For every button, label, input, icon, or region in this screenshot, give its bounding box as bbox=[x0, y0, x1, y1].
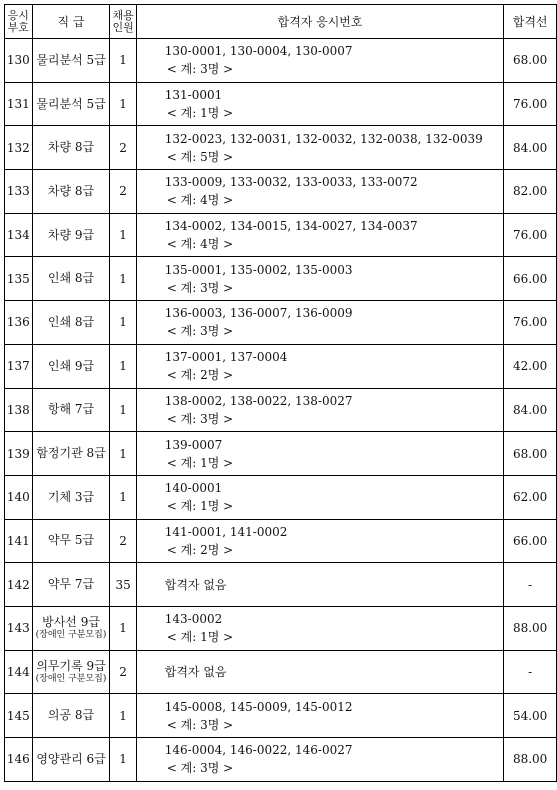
passer-numbers: 134-0002, 134-0015, 134-0027, 134-0037 bbox=[164, 219, 418, 234]
cutoff-cell bbox=[504, 126, 557, 170]
cutoff-score: 82.00 bbox=[512, 184, 548, 199]
cutoff-cell bbox=[504, 170, 557, 214]
job-grade: 항해 7급 bbox=[47, 402, 95, 417]
hiring-count: 2 bbox=[119, 664, 127, 679]
hiring-count-cell bbox=[110, 475, 136, 519]
no-passers-text: 합격자 없음 bbox=[164, 665, 227, 680]
hiring-count-cell bbox=[110, 213, 136, 257]
cutoff-score: 42.00 bbox=[512, 359, 548, 374]
cutoff-cell bbox=[504, 344, 557, 388]
table-row bbox=[5, 606, 557, 650]
job-grade-cell bbox=[32, 213, 110, 257]
header-hiring-count: 채용 인원 bbox=[110, 5, 136, 39]
job-grade-note: (장애인 구분모집) bbox=[35, 630, 107, 641]
job-grade-cell bbox=[32, 694, 110, 738]
passer-numbers-cell bbox=[136, 475, 504, 519]
passer-total: < 계: 5명 > bbox=[166, 149, 234, 164]
exam-code-cell bbox=[5, 301, 33, 345]
exam-code-cell bbox=[5, 257, 33, 301]
passer-numbers-cell bbox=[136, 432, 504, 476]
passer-total: < 계: 3명 > bbox=[166, 62, 234, 77]
exam-code: 144 bbox=[6, 664, 30, 679]
job-grade-cell bbox=[32, 606, 110, 650]
table-row bbox=[5, 738, 557, 782]
hiring-count: 1 bbox=[119, 446, 127, 461]
job-grade: 영양관리 6급 bbox=[36, 751, 106, 766]
exam-code-cell bbox=[5, 126, 33, 170]
hiring-count-cell bbox=[110, 563, 136, 607]
cutoff-score: 66.00 bbox=[512, 271, 548, 286]
passer-total: < 계: 1명 > bbox=[166, 630, 234, 645]
passer-total: < 계: 3명 > bbox=[166, 324, 234, 339]
exam-code: 133 bbox=[6, 184, 30, 199]
job-grade: 차량 8급 bbox=[47, 140, 95, 155]
table-row bbox=[5, 344, 557, 388]
hiring-count: 1 bbox=[119, 490, 127, 505]
exam-code-cell bbox=[5, 606, 33, 650]
hiring-count-cell bbox=[110, 170, 136, 214]
hiring-count: 1 bbox=[119, 97, 127, 112]
cutoff-cell bbox=[504, 388, 557, 432]
passer-numbers: 141-0001, 141-0002 bbox=[164, 524, 288, 539]
passer-numbers: 145-0008, 145-0009, 145-0012 bbox=[164, 699, 353, 714]
job-grade: 물리분석 5급 bbox=[36, 96, 106, 111]
cutoff-score: 62.00 bbox=[512, 490, 548, 505]
passer-total: < 계: 1명 > bbox=[166, 455, 234, 470]
exam-code-cell bbox=[5, 650, 33, 694]
exam-code: 135 bbox=[6, 271, 30, 286]
passer-numbers: 138-0002, 138-0022, 138-0027 bbox=[164, 393, 353, 408]
hiring-count-cell bbox=[110, 519, 136, 563]
header-row bbox=[5, 5, 557, 39]
hiring-count: 1 bbox=[119, 708, 127, 723]
passer-numbers-cell bbox=[136, 606, 504, 650]
exam-code: 136 bbox=[6, 315, 30, 330]
passer-numbers-cell bbox=[136, 301, 504, 345]
job-grade: 인쇄 9급 bbox=[47, 358, 95, 373]
hiring-count-cell bbox=[110, 606, 136, 650]
cutoff-cell bbox=[504, 39, 557, 83]
table-row bbox=[5, 170, 557, 214]
exam-code: 146 bbox=[6, 752, 30, 767]
cutoff-cell bbox=[504, 301, 557, 345]
passer-numbers: 146-0004, 146-0022, 146-0027 bbox=[164, 743, 353, 758]
exam-code: 137 bbox=[6, 359, 30, 374]
passer-numbers: 139-0007 bbox=[164, 437, 223, 452]
passer-numbers-cell bbox=[136, 213, 504, 257]
job-grade-cell bbox=[32, 344, 110, 388]
cutoff-cell bbox=[504, 257, 557, 301]
passer-numbers-cell bbox=[136, 39, 504, 83]
passer-numbers-cell bbox=[136, 257, 504, 301]
job-grade-cell bbox=[32, 39, 110, 83]
exam-code-cell bbox=[5, 82, 33, 126]
hiring-count: 1 bbox=[119, 402, 127, 417]
job-grade-cell bbox=[32, 170, 110, 214]
job-grade-note: (장애인 구분모집) bbox=[35, 673, 107, 684]
job-grade-cell bbox=[32, 301, 110, 345]
results-table bbox=[4, 4, 557, 782]
exam-code: 143 bbox=[6, 621, 30, 636]
job-grade: 의무기록 9급 bbox=[36, 658, 106, 673]
exam-code-cell bbox=[5, 694, 33, 738]
table-row bbox=[5, 39, 557, 83]
hiring-count-cell bbox=[110, 39, 136, 83]
cutoff-cell bbox=[504, 475, 557, 519]
exam-code-cell bbox=[5, 738, 33, 782]
table-row bbox=[5, 650, 557, 694]
passer-total: < 계: 4명 > bbox=[166, 237, 234, 252]
exam-code: 142 bbox=[6, 577, 30, 592]
cutoff-cell bbox=[504, 432, 557, 476]
hiring-count-cell bbox=[110, 738, 136, 782]
cutoff-cell bbox=[504, 650, 557, 694]
job-grade-cell bbox=[32, 257, 110, 301]
passer-total: < 계: 3명 > bbox=[166, 717, 234, 732]
exam-code: 130 bbox=[6, 53, 30, 68]
table-row bbox=[5, 126, 557, 170]
exam-code-cell bbox=[5, 519, 33, 563]
passer-numbers: 136-0003, 136-0007, 136-0009 bbox=[164, 306, 353, 321]
table-row bbox=[5, 257, 557, 301]
hiring-count: 1 bbox=[119, 228, 127, 243]
hiring-count-cell bbox=[110, 388, 136, 432]
hiring-count-cell bbox=[110, 694, 136, 738]
job-grade-cell bbox=[32, 82, 110, 126]
job-grade-cell bbox=[32, 432, 110, 476]
passer-total: < 계: 2명 > bbox=[166, 542, 234, 557]
job-grade: 차량 8급 bbox=[47, 183, 95, 198]
passer-numbers-cell bbox=[136, 650, 504, 694]
cutoff-score: 88.00 bbox=[512, 752, 548, 767]
exam-code: 139 bbox=[6, 446, 30, 461]
header-job-grade: 직 급 bbox=[32, 5, 110, 39]
job-grade: 약무 7급 bbox=[47, 577, 95, 592]
exam-code-cell bbox=[5, 388, 33, 432]
passer-numbers-cell bbox=[136, 563, 504, 607]
header-exam-code: 응시 부호 bbox=[5, 5, 33, 39]
exam-code: 141 bbox=[6, 533, 30, 548]
job-grade-cell bbox=[32, 475, 110, 519]
exam-code: 138 bbox=[6, 402, 30, 417]
header-cutoff: 합격선 bbox=[504, 5, 557, 39]
no-passers-text: 합격자 없음 bbox=[164, 578, 227, 593]
cutoff-cell bbox=[504, 82, 557, 126]
passer-total: < 계: 1명 > bbox=[166, 106, 234, 121]
exam-code-cell bbox=[5, 39, 33, 83]
passer-total: < 계: 3명 > bbox=[166, 761, 234, 776]
job-grade: 의공 8급 bbox=[47, 708, 95, 723]
job-grade: 인쇄 8급 bbox=[47, 271, 95, 286]
job-grade-cell bbox=[32, 650, 110, 694]
hiring-count: 1 bbox=[119, 359, 127, 374]
cutoff-score: 76.00 bbox=[512, 97, 548, 112]
cutoff-cell bbox=[504, 213, 557, 257]
table-row bbox=[5, 519, 557, 563]
hiring-count: 1 bbox=[119, 752, 127, 767]
table-row bbox=[5, 213, 557, 257]
passer-numbers-cell bbox=[136, 388, 504, 432]
passer-total: < 계: 3명 > bbox=[166, 280, 234, 295]
header-passer-numbers: 합격자 응시번호 bbox=[136, 5, 504, 39]
hiring-count: 2 bbox=[119, 533, 127, 548]
job-grade-cell bbox=[32, 126, 110, 170]
cutoff-cell bbox=[504, 563, 557, 607]
hiring-count-cell bbox=[110, 257, 136, 301]
hiring-count-cell bbox=[110, 301, 136, 345]
passer-numbers: 135-0001, 135-0002, 135-0003 bbox=[164, 262, 353, 277]
table-row bbox=[5, 475, 557, 519]
job-grade: 방사선 9급 bbox=[42, 615, 100, 630]
exam-code: 145 bbox=[6, 708, 30, 723]
hiring-count-cell bbox=[110, 82, 136, 126]
passer-total: < 계: 2명 > bbox=[166, 368, 234, 383]
passer-total: < 계: 1명 > bbox=[166, 499, 234, 514]
cutoff-score: - bbox=[528, 577, 533, 592]
job-grade-cell bbox=[32, 388, 110, 432]
passer-total: < 계: 4명 > bbox=[166, 193, 234, 208]
passer-numbers-cell bbox=[136, 126, 504, 170]
cutoff-score: 84.00 bbox=[512, 402, 548, 417]
passer-numbers: 133-0009, 133-0032, 133-0033, 133-0072 bbox=[164, 175, 418, 190]
passer-numbers: 140-0001 bbox=[164, 481, 223, 496]
exam-code-cell bbox=[5, 475, 33, 519]
table-row bbox=[5, 563, 557, 607]
cutoff-score: 54.00 bbox=[512, 708, 548, 723]
hiring-count-cell bbox=[110, 344, 136, 388]
cutoff-score: 84.00 bbox=[512, 140, 548, 155]
hiring-count: 2 bbox=[119, 140, 127, 155]
hiring-count: 35 bbox=[115, 577, 131, 592]
exam-code: 140 bbox=[6, 490, 30, 505]
hiring-count: 1 bbox=[119, 315, 127, 330]
hiring-count: 2 bbox=[119, 184, 127, 199]
table-row bbox=[5, 388, 557, 432]
passer-numbers: 132-0023, 132-0031, 132-0032, 132-0038, 132-0039 bbox=[164, 131, 483, 146]
exam-code: 134 bbox=[6, 228, 30, 243]
cutoff-cell bbox=[504, 694, 557, 738]
cutoff-score: 66.00 bbox=[512, 533, 548, 548]
exam-code-cell bbox=[5, 170, 33, 214]
exam-code-cell bbox=[5, 344, 33, 388]
hiring-count: 1 bbox=[119, 53, 127, 68]
exam-code-cell bbox=[5, 213, 33, 257]
exam-code: 131 bbox=[6, 97, 30, 112]
passer-numbers-cell bbox=[136, 170, 504, 214]
exam-code-cell bbox=[5, 432, 33, 476]
table-row bbox=[5, 432, 557, 476]
table-row bbox=[5, 301, 557, 345]
exam-code: 132 bbox=[6, 140, 30, 155]
passer-numbers-cell bbox=[136, 738, 504, 782]
passer-total: < 계: 3명 > bbox=[166, 411, 234, 426]
table-row bbox=[5, 694, 557, 738]
job-grade-cell bbox=[32, 519, 110, 563]
hiring-count-cell bbox=[110, 126, 136, 170]
passer-numbers: 131-0001 bbox=[164, 88, 223, 103]
cutoff-cell bbox=[504, 519, 557, 563]
job-grade: 약무 5급 bbox=[47, 533, 95, 548]
hiring-count: 1 bbox=[119, 271, 127, 286]
passer-numbers-cell bbox=[136, 344, 504, 388]
cutoff-score: 68.00 bbox=[512, 53, 548, 68]
job-grade: 함정기관 8급 bbox=[36, 446, 106, 461]
job-grade: 인쇄 8급 bbox=[47, 314, 95, 329]
hiring-count-cell bbox=[110, 432, 136, 476]
passer-numbers: 137-0001, 137-0004 bbox=[164, 350, 288, 365]
passer-numbers-cell bbox=[136, 82, 504, 126]
job-grade-cell bbox=[32, 738, 110, 782]
table-row bbox=[5, 82, 557, 126]
passer-numbers-cell bbox=[136, 519, 504, 563]
cutoff-score: - bbox=[528, 664, 533, 679]
cutoff-cell bbox=[504, 738, 557, 782]
cutoff-score: 68.00 bbox=[512, 446, 548, 461]
job-grade-cell bbox=[32, 563, 110, 607]
cutoff-cell bbox=[504, 606, 557, 650]
job-grade: 물리분석 5급 bbox=[36, 52, 106, 67]
cutoff-score: 88.00 bbox=[512, 621, 548, 636]
exam-code-cell bbox=[5, 563, 33, 607]
passer-numbers: 143-0002 bbox=[164, 612, 223, 627]
passer-numbers: 130-0001, 130-0004, 130-0007 bbox=[164, 44, 353, 59]
job-grade: 차량 9급 bbox=[47, 227, 95, 242]
hiring-count: 1 bbox=[119, 621, 127, 636]
cutoff-score: 76.00 bbox=[512, 228, 548, 243]
hiring-count-cell bbox=[110, 650, 136, 694]
passer-numbers-cell bbox=[136, 694, 504, 738]
cutoff-score: 76.00 bbox=[512, 315, 548, 330]
job-grade: 기체 3급 bbox=[47, 489, 95, 504]
